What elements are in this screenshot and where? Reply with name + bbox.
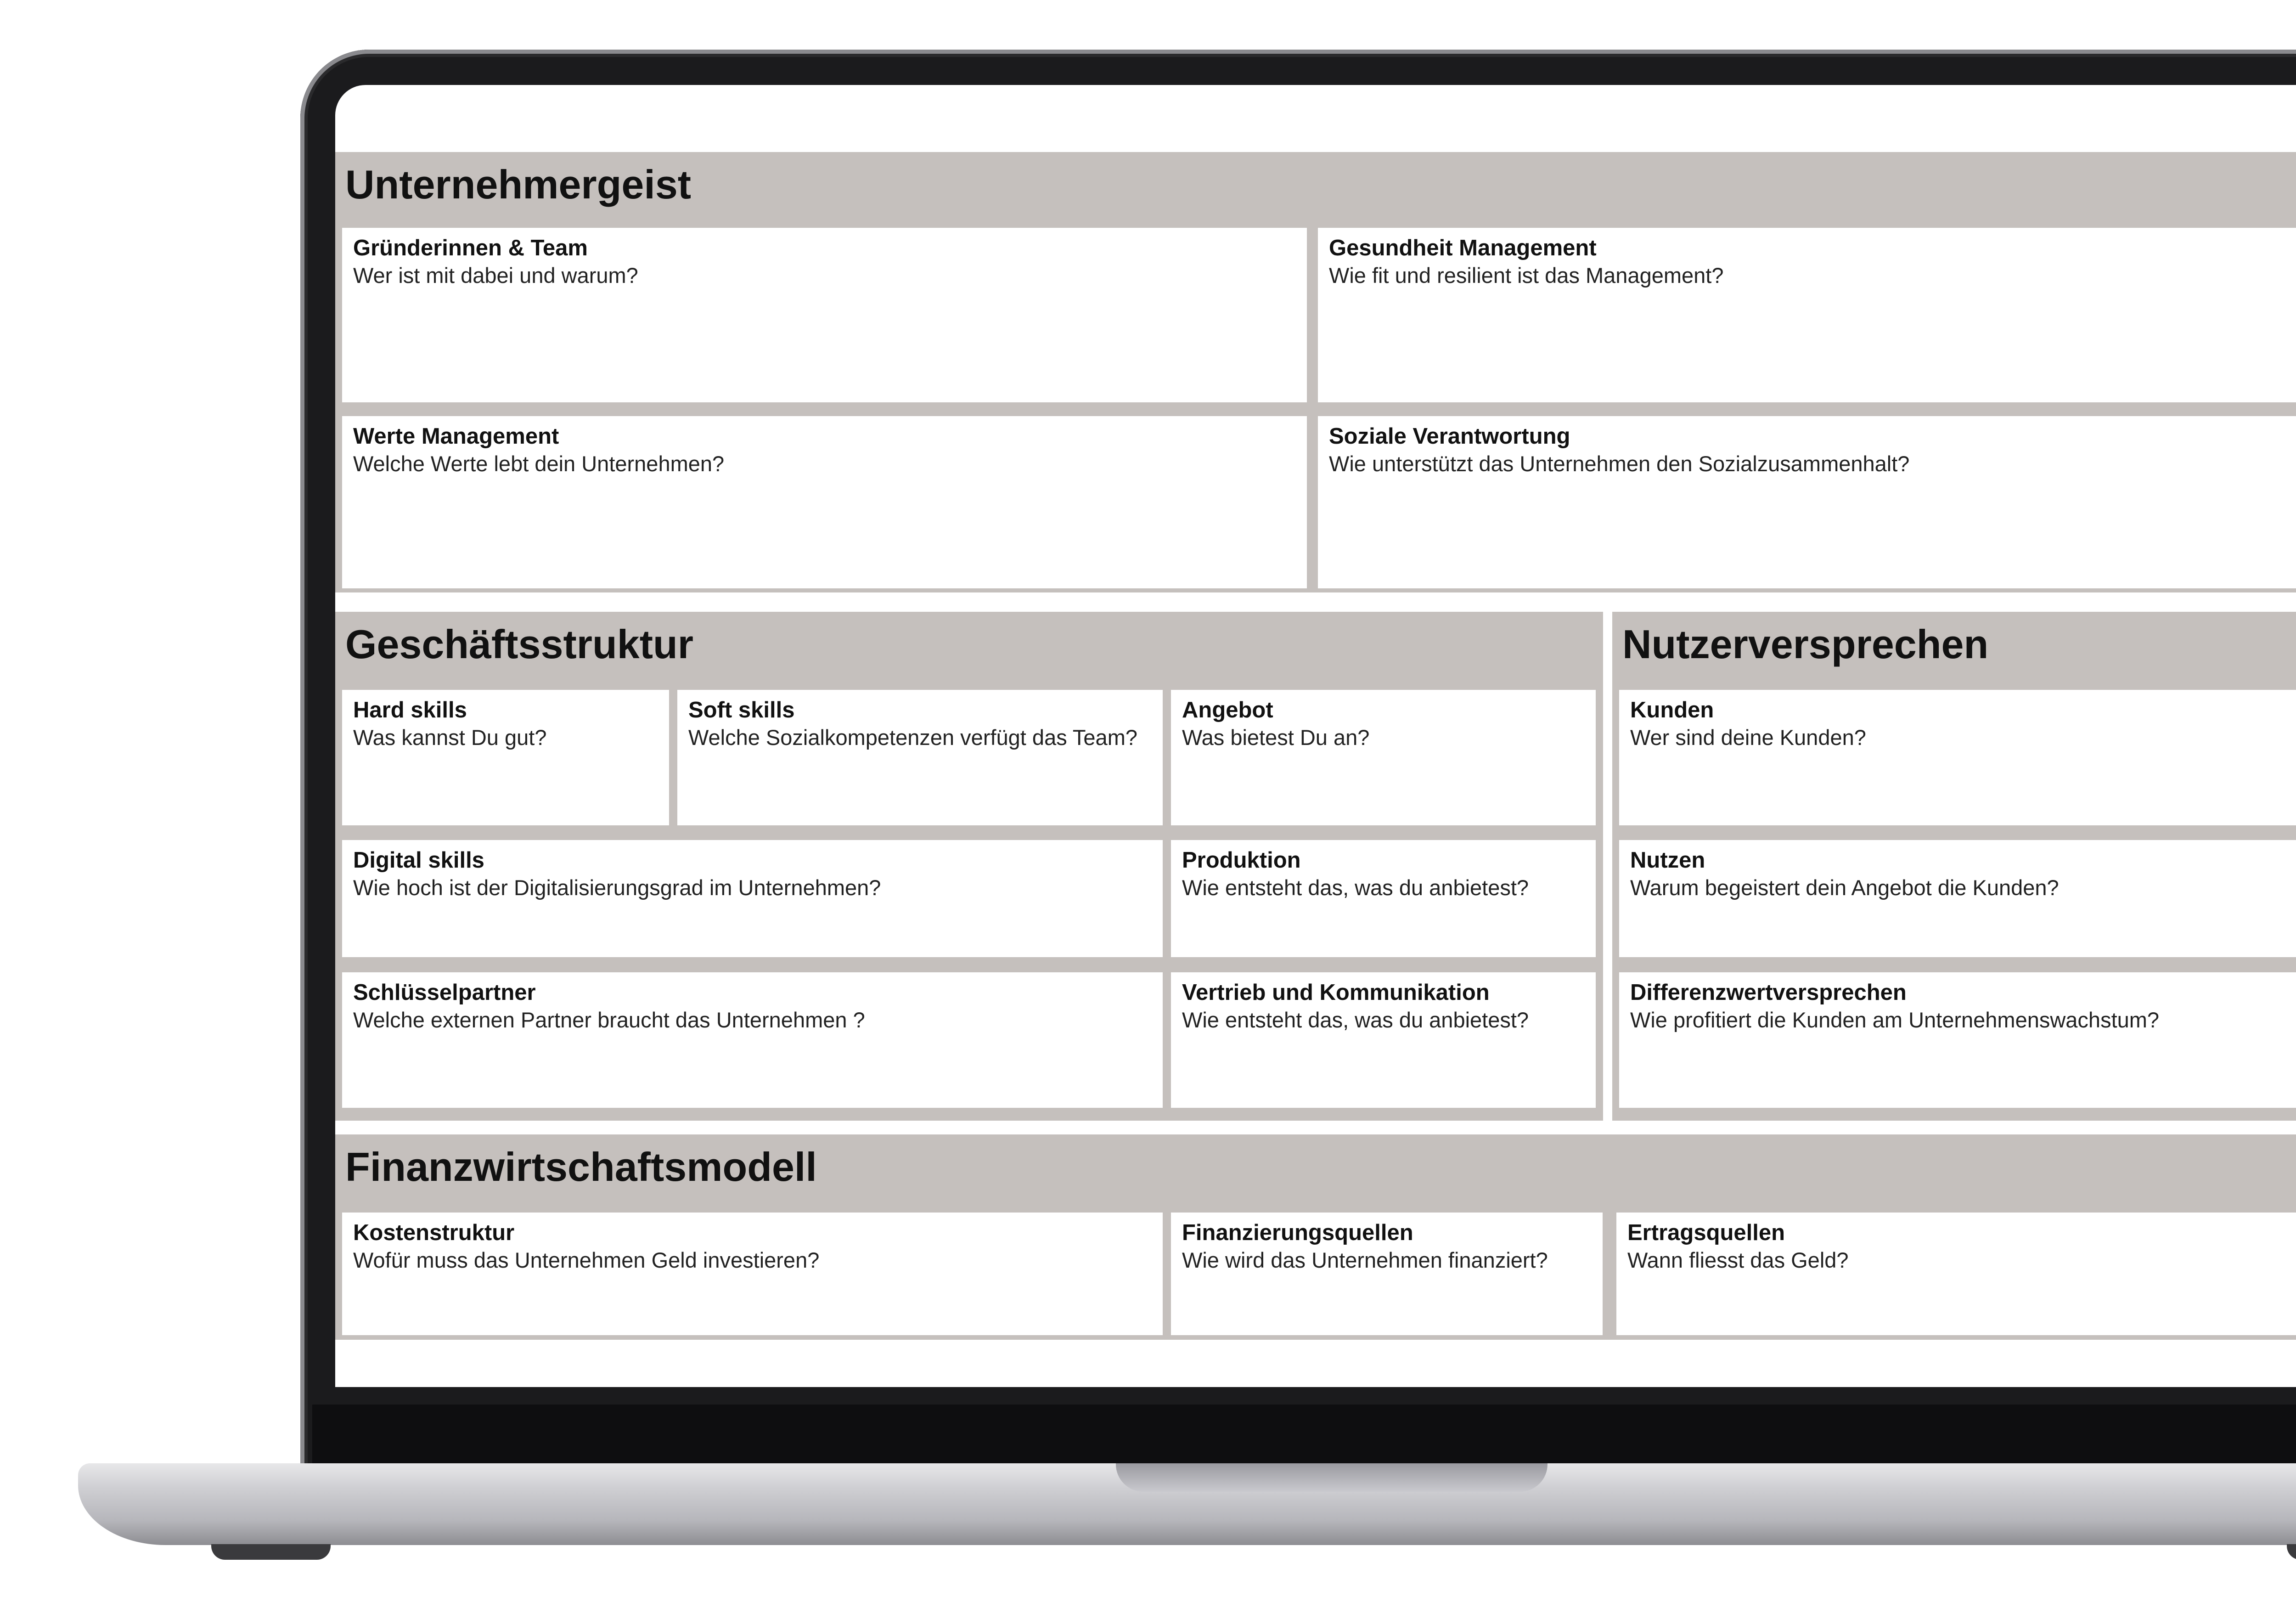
card-title: Finanzierungsquellen xyxy=(1182,1220,1413,1245)
card-title: Vertrieb und Kommunikation xyxy=(1182,980,1490,1005)
card-question: Wer ist mit dabei und warum? xyxy=(353,263,638,288)
card-question: Wie wird das Unternehmen finanziert? xyxy=(1182,1248,1548,1272)
card-title: Schlüsselpartner xyxy=(353,980,536,1005)
laptop-foot-right xyxy=(2287,1544,2296,1560)
card-question: Warum begeistert dein Angebot die Kunden? xyxy=(1630,875,2059,900)
card-question: Welche Werte lebt dein Unternehmen? xyxy=(353,451,725,476)
section-title: Unternehmergeist xyxy=(345,162,692,207)
card-question: Wann fliesst das Geld? xyxy=(1627,1248,1849,1272)
card-finanzierungsquellen[interactable] xyxy=(1171,1213,1603,1335)
card-title: Produktion xyxy=(1182,848,1301,873)
card-question: Was kannst Du gut? xyxy=(353,725,547,750)
card-gesundheit-management[interactable] xyxy=(1318,228,2296,402)
card-produktion[interactable] xyxy=(1171,840,1596,957)
card-title: Kunden xyxy=(1630,698,1714,722)
card-hard-skills[interactable] xyxy=(342,690,669,825)
card-schluesselpartner[interactable] xyxy=(342,972,1163,1108)
section-nutzerversprechen xyxy=(1612,612,2296,1121)
card-title: Gesundheit Management xyxy=(1329,236,1597,260)
card-werte-management[interactable] xyxy=(342,416,1307,588)
card-title: Nutzen xyxy=(1630,848,1705,873)
laptop-screen xyxy=(335,85,2296,1387)
card-ertragsquellen[interactable] xyxy=(1616,1213,2296,1335)
card-angebot[interactable] xyxy=(1171,690,1596,825)
card-nutzen[interactable] xyxy=(1619,840,2296,957)
card-question: Wie entsteht das, was du anbietest? xyxy=(1182,875,1529,900)
card-title: Gründerinnen & Team xyxy=(353,236,588,260)
card-title: Ertragsquellen xyxy=(1627,1220,1785,1245)
card-question: Was bietest Du an? xyxy=(1182,725,1370,750)
card-title: Soft skills xyxy=(688,698,795,722)
card-title: Hard skills xyxy=(353,698,467,722)
card-title: Kostenstruktur xyxy=(353,1220,515,1245)
card-kostenstruktur[interactable] xyxy=(342,1213,1163,1335)
card-question: Wie fit und resilient ist das Management? xyxy=(1329,263,1724,288)
section-title: Nutzerversprechen xyxy=(1622,621,1989,667)
card-question: Wie unterstützt das Unternehmen den Sozialzusammenhalt? xyxy=(1329,451,1910,476)
card-title: Angebot xyxy=(1182,698,1273,722)
card-soziale-verantwortung[interactable] xyxy=(1318,416,2296,588)
card-kunden[interactable] xyxy=(1619,690,2296,825)
laptop-foot-left xyxy=(211,1544,331,1560)
card-question: Wie profitiert die Kunden am Unternehmenswachstum? xyxy=(1630,1008,2160,1032)
card-title: Digital skills xyxy=(353,848,484,873)
section-geschaeftsstruktur xyxy=(335,612,1603,1121)
card-digital-skills[interactable] xyxy=(342,840,1163,957)
card-soft-skills[interactable] xyxy=(677,690,1163,825)
card-gruenderinnen-team[interactable] xyxy=(342,228,1307,402)
card-differenzwertversprechen[interactable] xyxy=(1619,972,2296,1108)
card-title: Soziale Verantwortung xyxy=(1329,424,1570,449)
card-title: Differenzwertversprechen xyxy=(1630,980,1907,1005)
section-title: Finanzwirtschaftsmodell xyxy=(345,1144,817,1190)
card-question: Welche externen Partner braucht das Unternehmen ? xyxy=(353,1008,865,1032)
card-vertrieb-kommunikation[interactable] xyxy=(1171,972,1596,1108)
card-question: Wofür muss das Unternehmen Geld investieren? xyxy=(353,1248,820,1272)
card-question: Wie hoch ist der Digitalisierungsgrad im Unternehmen? xyxy=(353,875,881,900)
section-finanzwirtschaftsmodell xyxy=(335,1134,2296,1340)
card-question: Wer sind deine Kunden? xyxy=(1630,725,1866,750)
card-title: Werte Management xyxy=(353,424,559,449)
section-title: Geschäftsstruktur xyxy=(345,621,694,667)
section-unternehmergeist xyxy=(335,152,2296,592)
card-question: Wie entsteht das, was du anbietest? xyxy=(1182,1008,1529,1032)
laptop-hinge xyxy=(312,1405,2296,1463)
card-question: Welche Sozialkompetenzen verfügt das Team? xyxy=(688,725,1137,750)
laptop-opening-notch xyxy=(1116,1463,1548,1492)
